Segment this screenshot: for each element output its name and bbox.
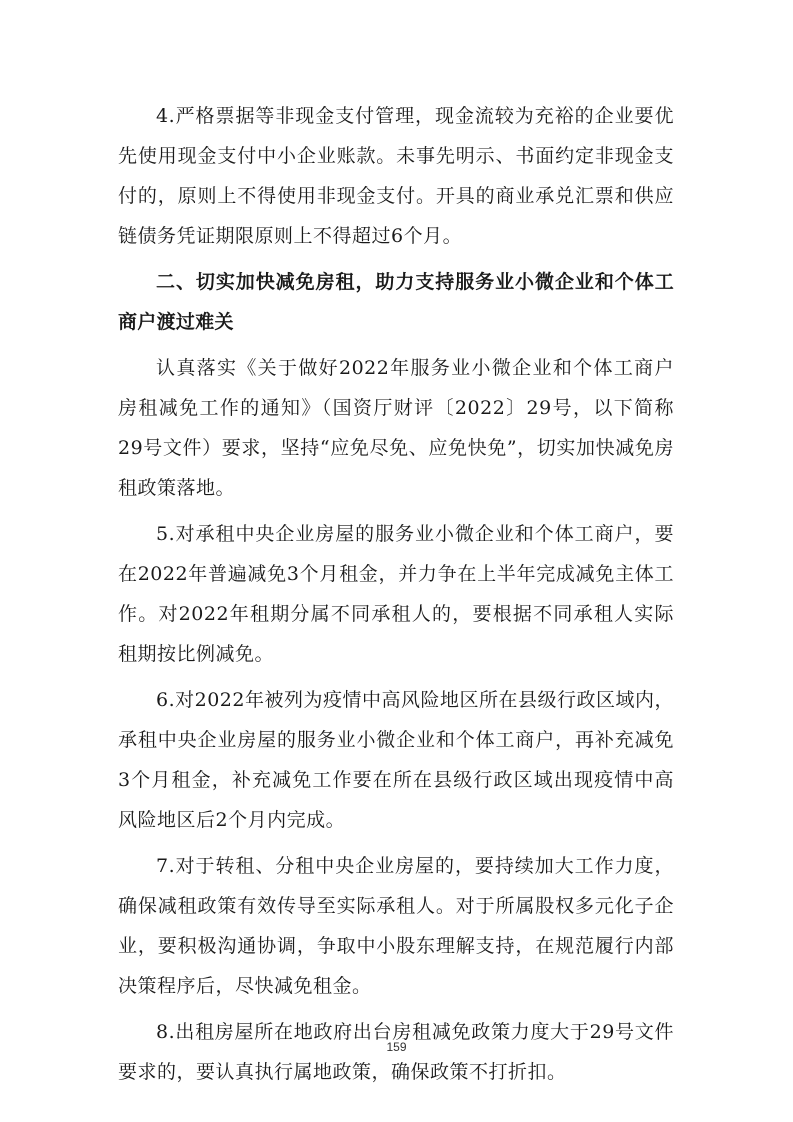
page-number: 159 — [386, 1040, 407, 1054]
paragraph-item-4: 4.严格票据等非现金支付管理，现金流较为充裕的企业要优先使用现金支付中小企业账款。未事先明示、书面约定非现金支付的，原则上不得使用非现金支付。开具的商业承兑汇票和供应链债务凭证期限原则上不得超过6个月。 — [118, 105, 674, 247]
document-body — [118, 96, 674, 1098]
section-heading-2: 二、切实加快减免房租，助力支持服务业小微企业和个体工商户渡过难关 — [118, 271, 674, 333]
paragraph-item-7: 7.对于转租、分租中央企业房屋的，要持续加大工作力度，确保减租政策有效传导至实际承租人。对于所属股权多元化子企业，要积极沟通协调，争取中小股东理解支持，在规范履行内部决策程序后，尽快减免租金。 — [118, 855, 674, 997]
paragraph-item-8: 8.出租房屋所在地政府出台房租减免政策力度大于29号文件要求的，要认真执行属地政策，确保政策不打折扣。 — [118, 1021, 674, 1083]
paragraph-item-6: 6.对2022年被列为疫情中高风险地区所在县级行政区域内，承租中央企业房屋的服务业小微企业和个体工商户，再补充减免3个月租金，补充减免工作要在所在县级行政区域出现疫情中高风险地区后2个月内完成。 — [118, 689, 674, 831]
paragraph-intro: 认真落实《关于做好2022年服务业小微企业和个体工商户房租减免工作的通知》（国资厅财评〔2022〕29号，以下简称29号文件）要求，坚持“应免尽免、应免快免”，切实加快减免房租政策落地。 — [118, 357, 674, 499]
paragraph-item-5: 5.对承租中央企业房屋的服务业小微企业和个体工商户，要在2022年普遍减免3个月租金，并力争在上半年完成减免主体工作。对2022年租期分属不同承租人的，要根据不同承租人实际租期按比例减免。 — [118, 523, 674, 665]
